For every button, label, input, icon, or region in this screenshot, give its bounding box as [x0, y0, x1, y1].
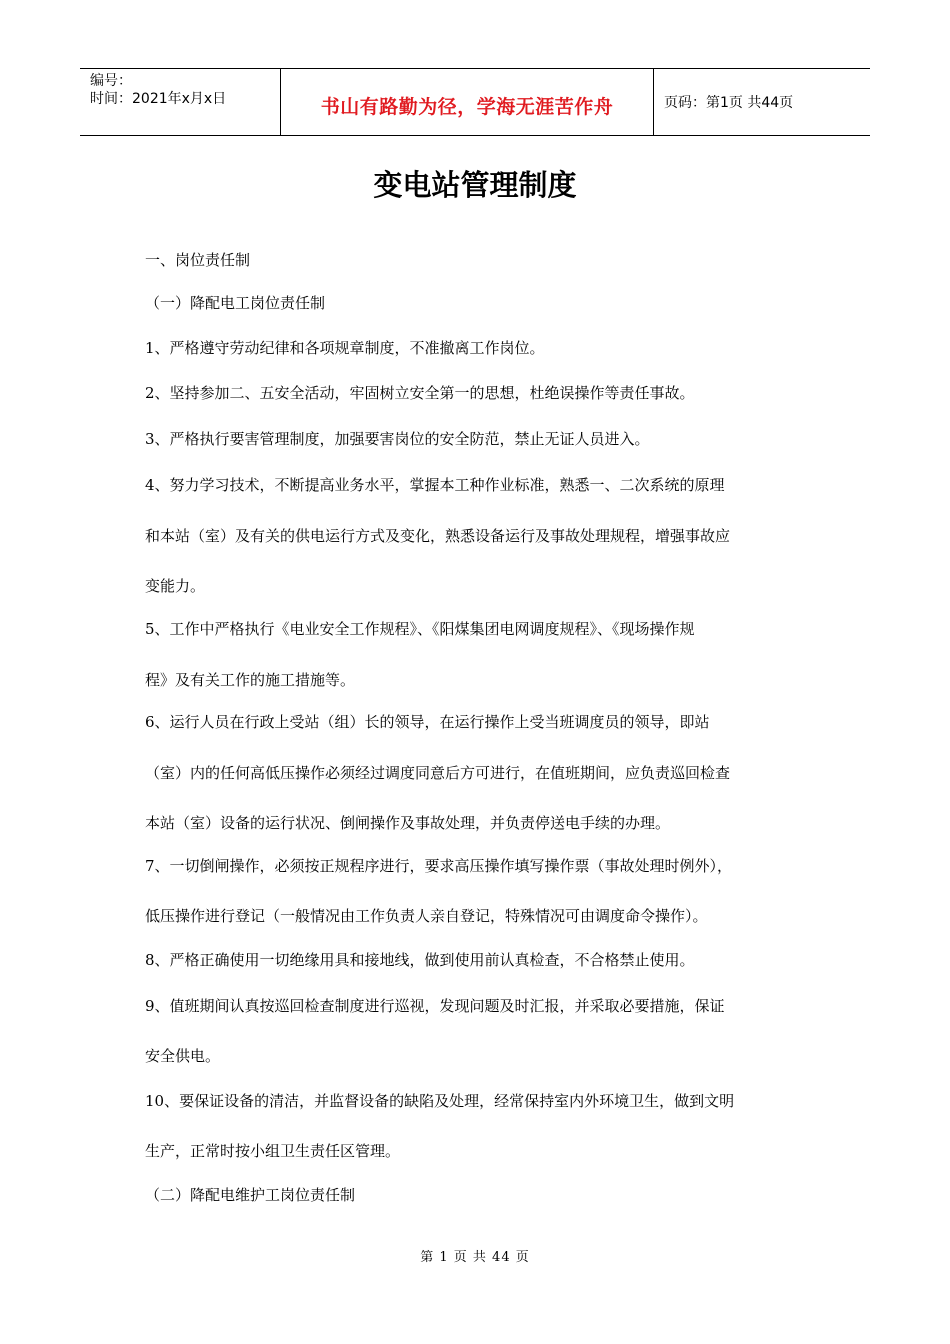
paragraph-line: 变能力。 [145, 577, 206, 595]
paragraph-line: 7、一切倒闸操作，必须按正规程序进行，要求高压操作填写操作票（事故处理时例外）， [145, 857, 733, 875]
paragraph-line: 3、严格执行要害管理制度，加强要害岗位的安全防范，禁止无证人员进入。 [145, 430, 650, 448]
motto-text: 书山有路勤为径，学海无涯苦作舟 [320, 95, 614, 118]
paragraph-line: 10、要保证设备的清洁，并监督设备的缺陷及处理，经常保持室内外环境卫生，做到文明 [145, 1092, 735, 1110]
page-footer: 第 1 页 共 44 页 [420, 1250, 530, 1265]
paragraph-line: 低压操作进行登记（一般情况由工作负责人亲自登记，特殊情况可由调度命令操作）。 [145, 907, 708, 925]
header-motto-cell [281, 69, 654, 135]
subsection-heading: （一）降配电工岗位责任制 [145, 294, 326, 312]
paragraph-line: 4、努力学习技术，不断提高业务水平，掌握本工种作业标准，熟悉一、二次系统的原理 [145, 476, 725, 494]
paragraph-line: 9、值班期间认真按巡回检查制度进行巡视，发现问题及时汇报，并采取必要措施，保证 [145, 997, 725, 1015]
paragraph-line: 5、工作中严格执行《电业安全工作规程》、《阳煤集团电网调度规程》、《现场操作规 [145, 620, 695, 638]
time-label: 时间：2021年x月x日 [90, 91, 227, 107]
paragraph-line: 本站（室）设备的运行状况、倒闸操作及事故处理，并负责停送电手续的办理。 [145, 814, 671, 832]
page-info: 页码：第1页 共44页 [664, 95, 794, 111]
header-page-cell [654, 69, 870, 135]
paragraph-line: 和本站（室）及有关的供电运行方式及变化，熟悉设备运行及事故处理规程，增强事故应 [145, 527, 731, 545]
header-meta-cell [80, 69, 281, 135]
paragraph-line: 程》及有关工作的施工措施等。 [145, 671, 356, 689]
paragraph-line: 6、运行人员在行政上受站（组）长的领导，在运行操作上受当班调度员的领导，即站 [145, 713, 710, 731]
paragraph-line: 1、严格遵守劳动纪律和各项规章制度，不准撤离工作岗位。 [145, 339, 545, 357]
paragraph-line: （室）内的任何高低压操作必须经过调度同意后方可进行，在值班期间，应负责巡回检查 [145, 764, 731, 782]
paragraph-line: 2、坚持参加二、五安全活动，牢固树立安全第一的思想，杜绝误操作等责任事故。 [145, 384, 695, 402]
header-table [80, 68, 870, 136]
subsection-heading: （二）降配电维护工岗位责任制 [145, 1186, 356, 1204]
number-label: 编号： [90, 73, 132, 89]
section-heading: 一、岗位责任制 [145, 251, 251, 269]
paragraph-line: 安全供电。 [145, 1047, 221, 1065]
paragraph-line: 生产，正常时按小组卫生责任区管理。 [145, 1142, 401, 1160]
paragraph-line: 8、严格正确使用一切绝缘用具和接地线，做到使用前认真检查，不合格禁止使用。 [145, 951, 695, 969]
document-title: 变电站管理制度 [373, 168, 577, 202]
